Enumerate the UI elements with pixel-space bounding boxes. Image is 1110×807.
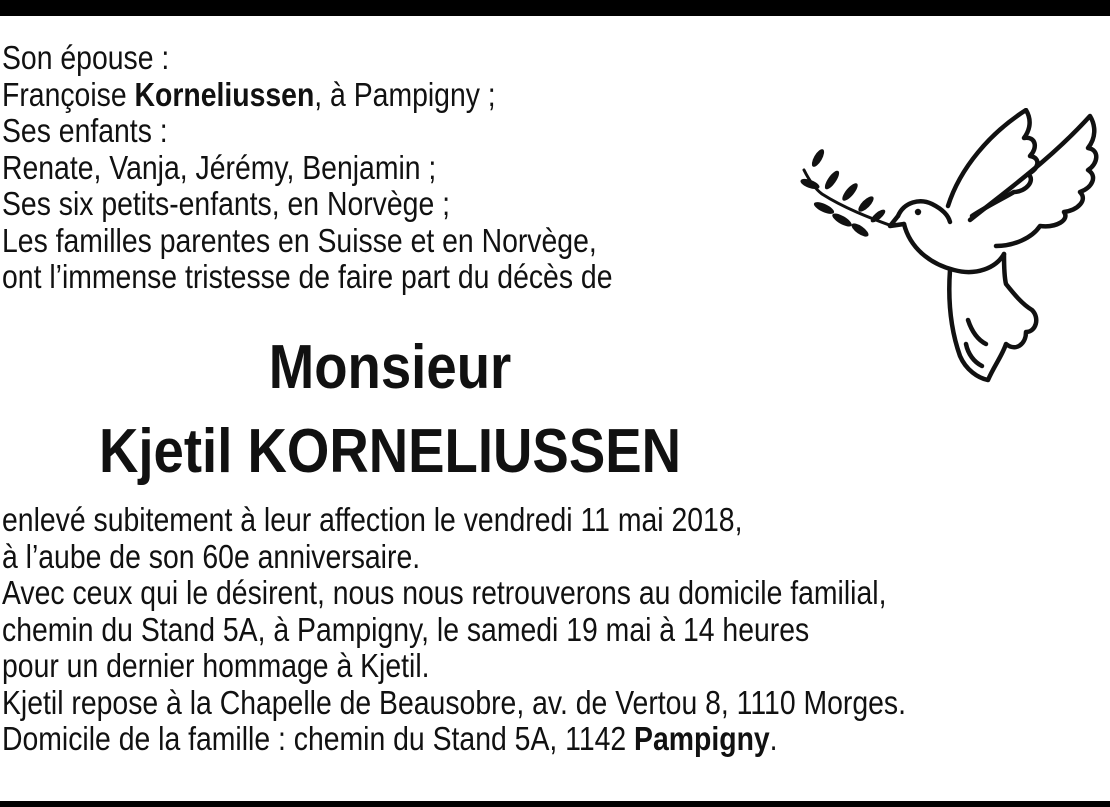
text-segment: Ses six petits-enfants, en Norvège ; bbox=[2, 185, 451, 222]
deceased-name: Kjetil KORNELIUSSEN bbox=[98, 417, 682, 486]
text-segment: chemin du Stand 5A, à Pampigny, le samedi 19 mai à 14 heures bbox=[2, 610, 810, 648]
text-segment: Françoise bbox=[2, 75, 135, 113]
text-segment: ont l’immense tristesse de faire part du décès de bbox=[2, 258, 613, 295]
text-line bbox=[2, 259, 612, 296]
text-segment: Renate, Vanja, Jérémy, Benjamin ; bbox=[2, 148, 437, 186]
text-line bbox=[2, 502, 906, 539]
bottom-rule bbox=[0, 801, 1110, 807]
text-line bbox=[2, 223, 612, 260]
text-line bbox=[2, 685, 906, 722]
text-segment: enlevé subitement à leur affection le vendredi 11 mai 2018, bbox=[2, 501, 743, 538]
text-segment: . bbox=[769, 720, 778, 757]
ceremony-details-block bbox=[2, 502, 906, 758]
family-announcement-block bbox=[2, 40, 612, 296]
top-rule bbox=[0, 0, 1110, 16]
text-line bbox=[2, 648, 906, 685]
text-line bbox=[2, 721, 906, 758]
dove-with-olive-branch-icon bbox=[800, 108, 1110, 383]
text-segment: Kjetil repose à la Chapelle de Beausobre, av. de Vertou 8, 1110 Morges. bbox=[2, 683, 907, 721]
text-segment: Avec ceux qui le désirent, nous nous retrouverons au domicile familial, bbox=[2, 574, 887, 611]
text-line bbox=[2, 186, 612, 223]
text-segment: Les familles parentes en Suisse et en Norvège, bbox=[2, 221, 597, 259]
text-segment: , à Pampigny ; bbox=[314, 75, 496, 113]
emphasized-name: Pampigny bbox=[634, 720, 770, 757]
text-line bbox=[2, 539, 906, 576]
text-line bbox=[2, 113, 612, 150]
text-segment: à l’aube de son 60e anniversaire. bbox=[2, 537, 421, 575]
title-honorific: Monsieur bbox=[268, 333, 512, 402]
text-segment: Ses enfants : bbox=[2, 112, 168, 149]
text-segment: pour un dernier hommage à Kjetil. bbox=[2, 647, 430, 684]
text-line bbox=[2, 575, 906, 612]
text-line bbox=[2, 150, 612, 187]
text-segment: Son épouse : bbox=[2, 39, 170, 76]
emphasized-name: Korneliussen bbox=[134, 75, 315, 113]
text-line bbox=[2, 77, 612, 114]
text-line bbox=[2, 40, 612, 77]
text-line bbox=[2, 612, 906, 649]
text-segment: Domicile de la famille : chemin du Stand 5A, 1142 bbox=[2, 720, 635, 757]
